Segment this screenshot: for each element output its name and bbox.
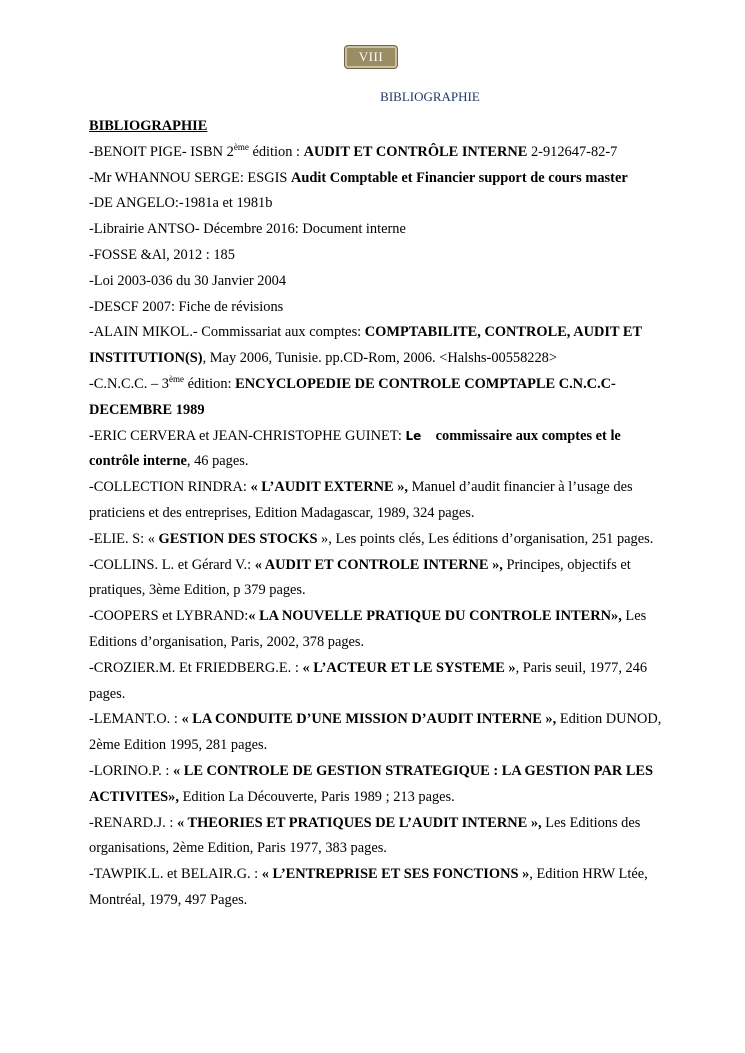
entry-text: -Loi 2003-036 du 30 Janvier 2004 xyxy=(89,272,287,289)
entry-text: -RENARD.J. : xyxy=(89,814,177,831)
entry-text: », Les points clés, Les éditions d’organisation, 251 pages. xyxy=(317,530,654,547)
entry-text: -FOSSE &Al, 2012 : 185 xyxy=(89,246,235,263)
entry-title: ENCYCLOPEDIE DE CONTROLE COMPTAPLE C.N.C.C-DECEMBRE 1989 xyxy=(89,375,616,418)
entry-title: commissaire aux comptes et le contrôle interne xyxy=(89,427,621,470)
entry-text: , 46 pages. xyxy=(186,453,249,470)
entry-title: « LE CONTROLE DE GESTION STRATEGIQUE : LA GESTION PAR LES ACTIVITES», xyxy=(89,762,654,805)
entry-text: -BENOIT PIGE- ISBN 2 xyxy=(89,143,234,160)
entry-text: -DESCF 2007: Fiche de révisions xyxy=(89,298,284,315)
superscript: ème xyxy=(168,373,184,384)
entry-title: « L’ENTREPRISE ET SES FONCTIONS » xyxy=(261,866,530,883)
entry-text: Les Editions d’organisation, Paris, 2002, 378 pages. xyxy=(89,608,647,650)
entry-text: -TAWPIK.L. et BELAIR.G. : xyxy=(89,866,262,883)
entry-text: Edition La Découverte, Paris 1989 ; 213 pages. xyxy=(178,788,455,805)
entry-title: « LA NOUVELLE PRATIQUE DU CONTROLE INTERN», xyxy=(248,608,622,625)
entry-text: -CROZIER.M. Et FRIEDBERG.E. : xyxy=(89,659,303,676)
entry-title: « L’ACTEUR ET LE SYSTEME » xyxy=(302,659,516,676)
bibliography-entry xyxy=(89,707,664,759)
page-number-badge xyxy=(344,45,398,69)
entry-title: COMPTABILITE, CONTROLE, AUDIT ET INSTITUTION(S) xyxy=(89,324,642,367)
entry-text: Edition DUNOD, 2ème Edition 1995, 281 pages. xyxy=(89,711,662,754)
section-title: BIBLIOGRAPHIE xyxy=(89,118,208,134)
entry-text: -LEMANT.O. : xyxy=(89,711,182,728)
entry-text: -Librairie ANTSO- Décembre 2016: Document interne xyxy=(89,221,406,238)
bibliography-entry xyxy=(89,604,664,656)
running-header: BIBLIOGRAPHIE xyxy=(380,89,480,104)
bibliography-entry xyxy=(89,191,664,217)
bibliography-entry xyxy=(89,527,664,553)
entry-title: Le xyxy=(405,428,422,443)
entry-text: édition : xyxy=(248,143,304,160)
entry-text: -DE ANGELO:-1981a et 1981b xyxy=(89,195,273,212)
bibliography-entry xyxy=(89,424,664,476)
entry-text: ERIC CERVERA et JEAN-CHRISTOPHE GUINET: xyxy=(93,427,406,444)
entry-title: « L’AUDIT EXTERNE », xyxy=(250,479,409,496)
entry-text: -COLLINS. L. et Gérard V.: xyxy=(89,556,255,573)
bibliography-entry xyxy=(89,269,664,295)
entry-text: -COOPERS et LYBRAND: xyxy=(89,608,249,625)
bibliography-entry xyxy=(89,759,664,811)
entry-text: 2-912647-82-7 xyxy=(527,143,618,160)
entry-text: , May 2006, Tunisie. pp.CD-Rom, 2006. <Halshs-00558228> xyxy=(202,350,557,367)
entry-title: « AUDIT ET CONTROLE INTERNE », xyxy=(254,556,503,573)
entry-text: Les Editions des organisations, 2ème Edition, Paris 1977, 383 pages. xyxy=(89,814,641,857)
bibliography-entry xyxy=(89,140,664,166)
entry-title: AUDIT ET CONTRÔLE INTERNE xyxy=(303,143,528,160)
entry-text: -LORINO.P. : xyxy=(89,762,173,779)
entry-title: « LA CONDUITE D’UNE MISSION D’AUDIT INTERNE », xyxy=(181,711,557,728)
entry-text: , Paris seuil, 1977, 246 pages. xyxy=(89,659,648,702)
entry-text: , Edition HRW Ltée, Montréal, 1979, 497 Pages. xyxy=(89,866,648,908)
entry-text: -C.N.C.C. – 3 xyxy=(89,375,169,392)
bibliography-entry xyxy=(89,243,664,269)
entry-text: -ALAIN MIKOL.- Commissariat aux comptes: xyxy=(89,324,365,341)
bibliography-entry xyxy=(89,295,664,321)
entry-text: Manuel d’audit financier à l’usage des praticiens et des entreprises, Edition Madagascar, 1989, 324 pages. xyxy=(89,479,633,521)
page-number: VIII xyxy=(358,49,384,64)
entry-title: Audit Comptable et Financier support de cours master xyxy=(291,169,628,186)
bibliography-entry xyxy=(89,656,664,708)
bibliography-section xyxy=(89,114,664,914)
entry-text: édition: xyxy=(183,375,236,392)
bibliography-entry xyxy=(89,320,664,372)
entry-text: - xyxy=(89,427,94,444)
bibliography-entry xyxy=(89,372,664,424)
entry-text: -COLLECTION RINDRA: xyxy=(89,479,251,496)
entry-text: Principes, objectifs et pratiques, 3ème Edition, p 379 pages. xyxy=(89,556,631,599)
entry-text: -ELIE. S: « xyxy=(89,530,159,547)
bibliography-entry xyxy=(89,811,664,863)
bibliography-entry xyxy=(89,166,664,192)
entry-title: GESTION DES STOCKS xyxy=(158,530,318,547)
entry-text: -Mr WHANNOU SERGE: ESGIS xyxy=(89,169,292,186)
superscript: ème xyxy=(233,141,249,152)
bibliography-entry xyxy=(89,553,664,605)
bibliography-entry xyxy=(89,217,664,243)
entry-title: « THEORIES ET PRATIQUES DE L’AUDIT INTERNE », xyxy=(176,814,542,831)
bibliography-entry xyxy=(89,862,664,914)
bibliography-entry xyxy=(89,475,664,527)
